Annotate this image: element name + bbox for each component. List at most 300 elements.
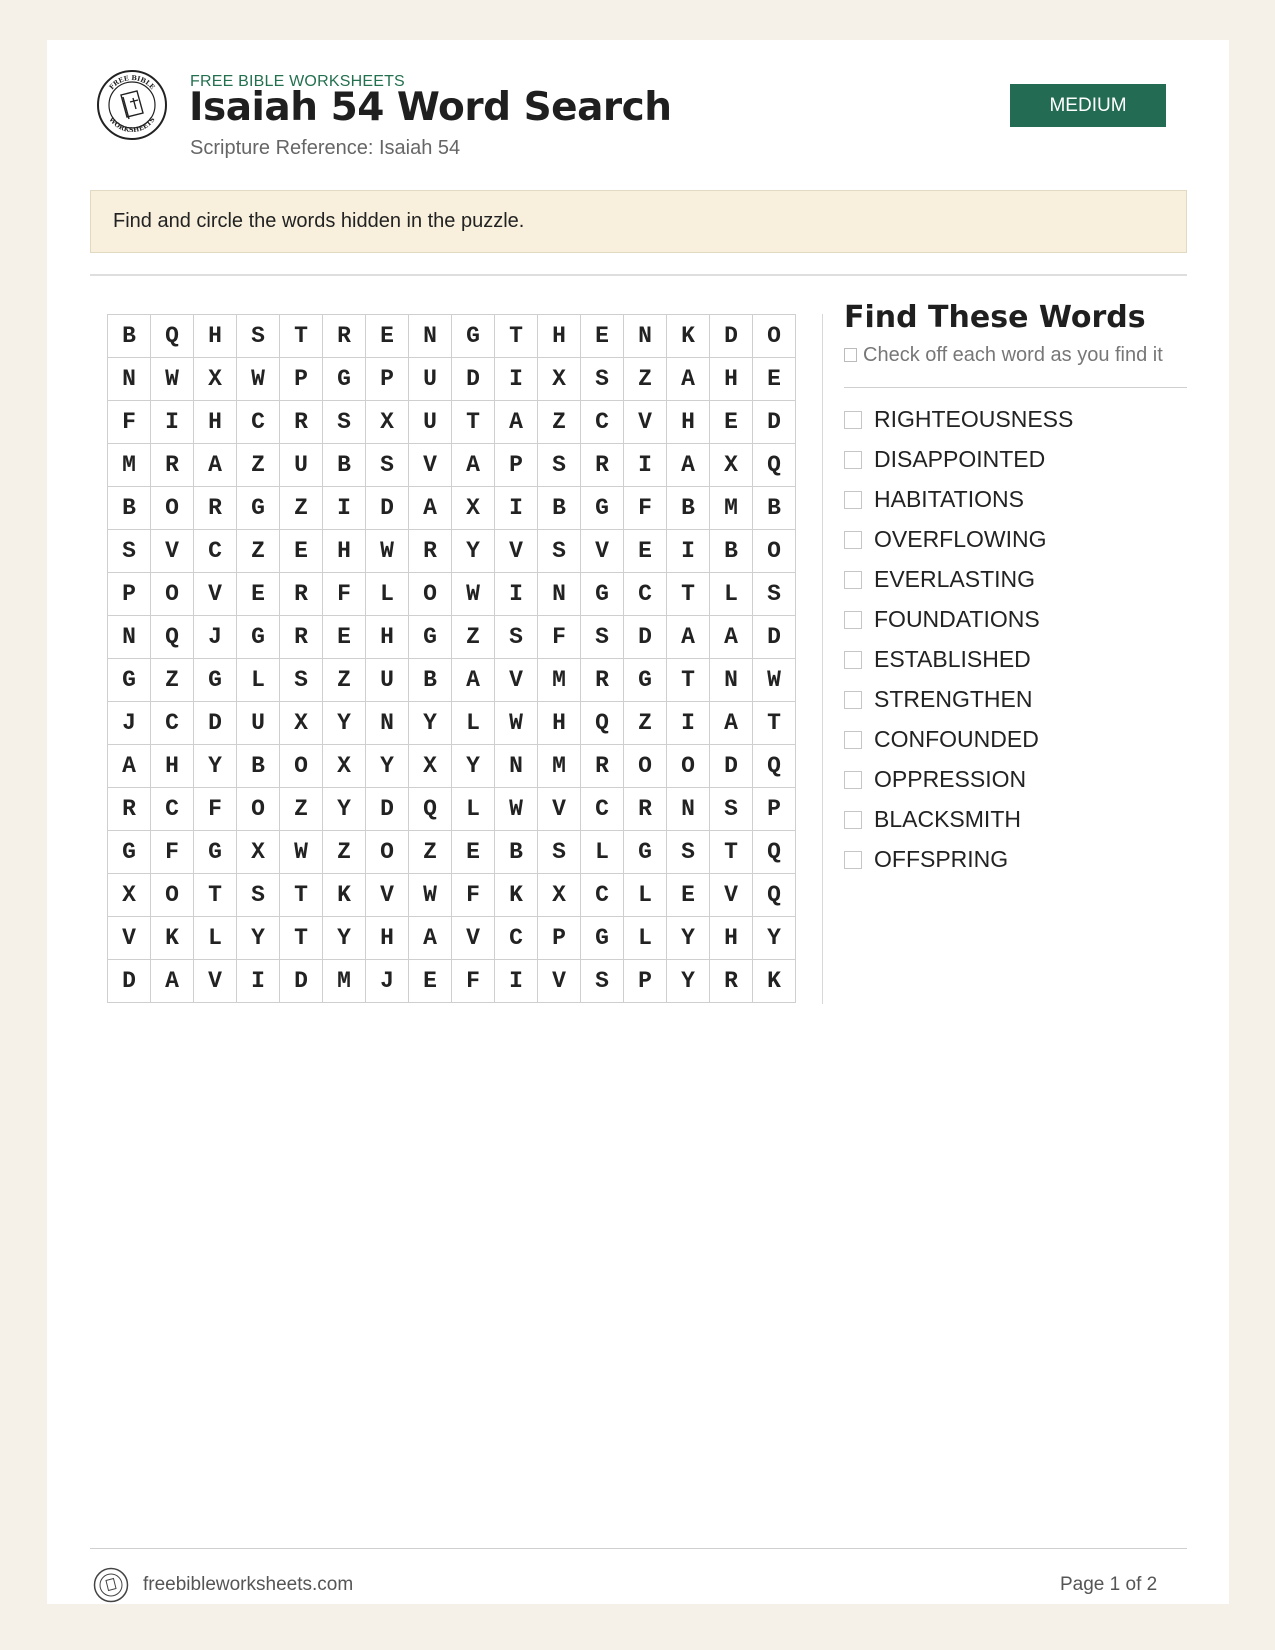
grid-cell[interactable]: E (667, 874, 710, 917)
grid-cell[interactable]: B (323, 444, 366, 487)
grid-cell[interactable]: C (151, 788, 194, 831)
grid-cell[interactable]: B (237, 745, 280, 788)
grid-cell[interactable]: A (710, 616, 753, 659)
word-checkbox[interactable] (844, 451, 862, 469)
grid-cell[interactable]: U (366, 659, 409, 702)
grid-cell[interactable]: C (581, 874, 624, 917)
grid-cell[interactable]: E (237, 573, 280, 616)
grid-cell[interactable]: Q (753, 444, 796, 487)
grid-cell[interactable]: K (151, 917, 194, 960)
grid-cell[interactable]: W (151, 358, 194, 401)
grid-cell[interactable]: A (194, 444, 237, 487)
grid-cell[interactable]: R (108, 788, 151, 831)
grid-cell[interactable]: Y (667, 960, 710, 1003)
grid-cell[interactable]: I (495, 358, 538, 401)
grid-cell[interactable]: P (280, 358, 323, 401)
grid-cell[interactable]: W (452, 573, 495, 616)
grid-cell[interactable]: O (753, 315, 796, 358)
grid-cell[interactable]: C (194, 530, 237, 573)
grid-cell[interactable]: D (753, 616, 796, 659)
grid-cell[interactable]: L (366, 573, 409, 616)
grid-cell[interactable]: D (366, 788, 409, 831)
grid-cell[interactable]: T (710, 831, 753, 874)
footer-website: freebibleworksheets.com (143, 1574, 354, 1595)
grid-cell[interactable]: R (323, 315, 366, 358)
grid-cell[interactable]: G (108, 831, 151, 874)
grid-cell[interactable]: C (237, 401, 280, 444)
grid-cell[interactable]: B (108, 315, 151, 358)
grid-cell[interactable]: Y (667, 917, 710, 960)
grid-cell[interactable]: R (581, 444, 624, 487)
grid-cell[interactable]: A (667, 358, 710, 401)
grid-cell[interactable]: S (280, 659, 323, 702)
grid-cell[interactable]: N (624, 315, 667, 358)
grid-cell[interactable]: E (581, 315, 624, 358)
grid-cell[interactable]: H (710, 917, 753, 960)
grid-cell[interactable]: D (366, 487, 409, 530)
grid-cell[interactable]: Q (581, 702, 624, 745)
grid-cell[interactable]: P (495, 444, 538, 487)
grid-cell[interactable]: B (538, 487, 581, 530)
grid-cell[interactable]: Z (280, 788, 323, 831)
grid-cell[interactable]: X (237, 831, 280, 874)
grid-cell[interactable]: E (280, 530, 323, 573)
word-list-item[interactable] (844, 519, 1073, 559)
grid-cell[interactable]: G (452, 315, 495, 358)
grid-cell[interactable]: B (753, 487, 796, 530)
grid-cell[interactable]: P (624, 960, 667, 1003)
grid-cell[interactable]: H (151, 745, 194, 788)
grid-cell[interactable]: E (753, 358, 796, 401)
grid-cell[interactable]: E (409, 960, 452, 1003)
grid-cell[interactable]: K (323, 874, 366, 917)
word-search-grid[interactable] (107, 314, 796, 1003)
grid-cell[interactable]: H (323, 530, 366, 573)
grid-cell[interactable]: Z (323, 831, 366, 874)
grid-cell[interactable]: R (151, 444, 194, 487)
grid-row (108, 659, 796, 702)
difficulty-badge: MEDIUM (1010, 84, 1166, 127)
grid-cell[interactable]: W (753, 659, 796, 702)
grid-cell[interactable]: R (280, 616, 323, 659)
grid-cell[interactable]: H (710, 358, 753, 401)
grid-cell[interactable]: L (194, 917, 237, 960)
grid-cell[interactable]: I (495, 960, 538, 1003)
grid-cell[interactable]: T (667, 573, 710, 616)
grid-cell[interactable]: S (581, 358, 624, 401)
grid-cell[interactable]: Z (624, 358, 667, 401)
grid-cell[interactable]: D (452, 358, 495, 401)
grid-cell[interactable]: G (108, 659, 151, 702)
grid-cell[interactable]: M (710, 487, 753, 530)
grid-cell[interactable]: G (624, 831, 667, 874)
grid-cell[interactable]: B (108, 487, 151, 530)
grid-cell[interactable]: W (495, 788, 538, 831)
grid-cell[interactable]: B (710, 530, 753, 573)
grid-cell[interactable]: A (452, 444, 495, 487)
grid-cell[interactable]: V (538, 960, 581, 1003)
svg-text:FREE BIBLE: FREE BIBLE (107, 73, 157, 92)
grid-cell[interactable]: B (667, 487, 710, 530)
grid-cell[interactable]: M (108, 444, 151, 487)
grid-cell[interactable]: H (194, 401, 237, 444)
grid-cell[interactable]: F (538, 616, 581, 659)
grid-row (108, 444, 796, 487)
grid-cell[interactable]: T (667, 659, 710, 702)
grid-cell[interactable]: A (151, 960, 194, 1003)
grid-cell[interactable]: T (280, 917, 323, 960)
grid-cell[interactable]: G (624, 659, 667, 702)
grid-cell[interactable]: Z (538, 401, 581, 444)
grid-cell[interactable]: S (366, 444, 409, 487)
word-list-item[interactable] (844, 799, 1073, 839)
grid-cell[interactable]: K (667, 315, 710, 358)
grid-cell[interactable]: V (194, 573, 237, 616)
grid-cell[interactable]: S (237, 874, 280, 917)
grid-cell[interactable]: X (366, 401, 409, 444)
grid-cell[interactable]: N (366, 702, 409, 745)
grid-cell[interactable]: S (237, 315, 280, 358)
grid-cell[interactable]: O (151, 487, 194, 530)
grid-cell[interactable]: V (538, 788, 581, 831)
grid-cell[interactable]: V (108, 917, 151, 960)
grid-cell[interactable]: N (667, 788, 710, 831)
grid-cell[interactable]: L (710, 573, 753, 616)
scripture-reference: Scripture Reference: Isaiah 54 (190, 137, 461, 159)
grid-cell[interactable]: O (624, 745, 667, 788)
word-checkbox[interactable] (844, 851, 862, 869)
grid-cell[interactable]: Y (237, 917, 280, 960)
word-list-item[interactable] (844, 599, 1073, 639)
grid-row (108, 917, 796, 960)
grid-cell[interactable]: A (667, 616, 710, 659)
grid-cell[interactable]: V (495, 530, 538, 573)
instructions-box: Find and circle the words hidden in the puzzle. (90, 190, 1187, 253)
grid-cell[interactable]: Z (237, 530, 280, 573)
grid-cell[interactable]: Z (409, 831, 452, 874)
word-checkbox[interactable] (844, 771, 862, 789)
word-checkbox[interactable] (844, 731, 862, 749)
grid-cell[interactable]: W (237, 358, 280, 401)
grid-cell[interactable]: E (366, 315, 409, 358)
grid-cell[interactable]: Z (452, 616, 495, 659)
grid-cell[interactable]: E (624, 530, 667, 573)
grid-cell[interactable]: X (108, 874, 151, 917)
grid-cell[interactable]: E (323, 616, 366, 659)
grid-cell[interactable]: C (581, 788, 624, 831)
grid-cell[interactable]: R (581, 659, 624, 702)
grid-cell[interactable]: Z (624, 702, 667, 745)
grid-cell[interactable]: V (581, 530, 624, 573)
grid-cell[interactable]: H (366, 917, 409, 960)
word-checkbox[interactable] (844, 411, 862, 429)
grid-cell[interactable]: A (409, 917, 452, 960)
grid-cell[interactable]: V (409, 444, 452, 487)
grid-cell[interactable]: U (280, 444, 323, 487)
grid-cell[interactable]: K (495, 874, 538, 917)
grid-cell[interactable]: T (753, 702, 796, 745)
grid-cell[interactable]: I (151, 401, 194, 444)
grid-cell[interactable]: S (710, 788, 753, 831)
grid-cell[interactable]: R (710, 960, 753, 1003)
grid-cell[interactable]: U (409, 358, 452, 401)
grid-cell[interactable]: A (710, 702, 753, 745)
word-list-item[interactable] (844, 839, 1073, 879)
grid-cell[interactable]: E (452, 831, 495, 874)
grid-cell[interactable]: O (151, 874, 194, 917)
grid-cell[interactable]: P (753, 788, 796, 831)
grid-cell[interactable]: Z (280, 487, 323, 530)
grid-cell[interactable]: L (624, 917, 667, 960)
grid-cell[interactable]: S (753, 573, 796, 616)
word-list-item[interactable] (844, 719, 1073, 759)
grid-cell[interactable]: T (495, 315, 538, 358)
grid-cell[interactable]: R (409, 530, 452, 573)
grid-cell[interactable]: F (194, 788, 237, 831)
grid-cell[interactable]: Q (753, 831, 796, 874)
grid-cell[interactable]: N (710, 659, 753, 702)
grid-cell[interactable]: G (581, 573, 624, 616)
grid-cell[interactable]: D (108, 960, 151, 1003)
grid-cell[interactable]: O (753, 530, 796, 573)
grid-cell[interactable]: L (581, 831, 624, 874)
grid-cell[interactable]: F (624, 487, 667, 530)
grid-cell[interactable]: V (151, 530, 194, 573)
grid-cell[interactable]: X (538, 358, 581, 401)
grid-cell[interactable]: H (194, 315, 237, 358)
grid-cell[interactable]: G (581, 487, 624, 530)
word-label: CONFOUNDED (874, 726, 1039, 752)
word-list-item[interactable] (844, 399, 1073, 439)
grid-cell[interactable]: Y (323, 702, 366, 745)
grid-cell[interactable]: A (495, 401, 538, 444)
grid-cell[interactable]: Q (409, 788, 452, 831)
grid-cell[interactable]: G (194, 659, 237, 702)
grid-cell[interactable]: W (366, 530, 409, 573)
grid-cell[interactable]: N (538, 573, 581, 616)
grid-cell[interactable]: R (581, 745, 624, 788)
grid-cell[interactable]: X (538, 874, 581, 917)
grid-cell[interactable]: O (667, 745, 710, 788)
grid-cell[interactable]: S (538, 530, 581, 573)
grid-cell[interactable]: P (108, 573, 151, 616)
grid-cell[interactable]: X (194, 358, 237, 401)
grid-cell[interactable]: L (452, 788, 495, 831)
grid-cell[interactable]: V (366, 874, 409, 917)
grid-cell[interactable]: W (409, 874, 452, 917)
word-label: FOUNDATIONS (874, 606, 1040, 632)
grid-cell[interactable]: D (280, 960, 323, 1003)
grid-cell[interactable]: R (194, 487, 237, 530)
grid-cell[interactable]: M (323, 960, 366, 1003)
grid-cell[interactable]: B (495, 831, 538, 874)
grid-cell[interactable]: Z (151, 659, 194, 702)
grid-cell[interactable]: G (409, 616, 452, 659)
grid-cell[interactable]: X (409, 745, 452, 788)
grid-cell[interactable]: S (538, 831, 581, 874)
grid-row (108, 573, 796, 616)
grid-cell[interactable]: G (581, 917, 624, 960)
grid-cell[interactable]: L (624, 874, 667, 917)
word-checkbox[interactable] (844, 651, 862, 669)
word-list-item[interactable] (844, 479, 1073, 519)
grid-cell[interactable]: T (194, 874, 237, 917)
grid-cell[interactable]: V (624, 401, 667, 444)
grid-cell[interactable]: O (280, 745, 323, 788)
grid-cell[interactable]: F (452, 874, 495, 917)
grid-cell[interactable]: N (108, 358, 151, 401)
grid-cell[interactable]: T (280, 315, 323, 358)
grid-cell[interactable]: Z (323, 659, 366, 702)
grid-cell[interactable]: N (495, 745, 538, 788)
grid-cell[interactable]: Y (323, 788, 366, 831)
grid-cell[interactable]: Y (194, 745, 237, 788)
grid-cell[interactable]: F (151, 831, 194, 874)
grid-cell[interactable]: T (452, 401, 495, 444)
page-title: Isaiah 54 Word Search (189, 85, 672, 130)
grid-cell[interactable]: B (409, 659, 452, 702)
grid-cell[interactable]: O (409, 573, 452, 616)
grid-cell[interactable]: I (624, 444, 667, 487)
word-list-item[interactable] (844, 559, 1073, 599)
grid-cell[interactable]: J (194, 616, 237, 659)
grid-cell[interactable]: H (538, 702, 581, 745)
word-list-item[interactable] (844, 439, 1073, 479)
word-checkbox[interactable] (844, 691, 862, 709)
grid-cell[interactable]: O (151, 573, 194, 616)
grid-cell[interactable]: U (237, 702, 280, 745)
grid-cell[interactable]: M (538, 659, 581, 702)
grid-cell[interactable]: G (237, 616, 280, 659)
grid-cell[interactable]: N (108, 616, 151, 659)
grid-row (108, 487, 796, 530)
grid-cell[interactable]: P (538, 917, 581, 960)
grid-row (108, 831, 796, 874)
grid-cell[interactable]: C (581, 401, 624, 444)
grid-cell[interactable]: I (237, 960, 280, 1003)
grid-cell[interactable]: A (409, 487, 452, 530)
grid-cell[interactable]: D (194, 702, 237, 745)
grid-cell[interactable]: Y (452, 530, 495, 573)
grid-cell[interactable]: D (710, 315, 753, 358)
grid-cell[interactable]: L (452, 702, 495, 745)
grid-cell[interactable]: Z (237, 444, 280, 487)
grid-cell[interactable]: V (452, 917, 495, 960)
grid-cell[interactable]: N (409, 315, 452, 358)
grid-cell[interactable]: S (581, 616, 624, 659)
grid-cell[interactable]: A (452, 659, 495, 702)
grid-cell[interactable]: D (624, 616, 667, 659)
grid-cell[interactable]: Y (366, 745, 409, 788)
grid-cell[interactable]: Q (753, 745, 796, 788)
grid-cell[interactable]: Q (753, 874, 796, 917)
grid-cell[interactable]: I (323, 487, 366, 530)
grid-cell[interactable]: X (323, 745, 366, 788)
grid-cell[interactable]: H (667, 401, 710, 444)
grid-cell[interactable]: A (667, 444, 710, 487)
grid-cell[interactable]: I (495, 573, 538, 616)
grid-cell[interactable]: F (108, 401, 151, 444)
grid-cell[interactable]: X (280, 702, 323, 745)
grid-cell[interactable]: M (538, 745, 581, 788)
grid-cell[interactable]: H (366, 616, 409, 659)
word-checkbox[interactable] (844, 531, 862, 549)
grid-cell[interactable]: G (194, 831, 237, 874)
grid-cell[interactable]: Y (323, 917, 366, 960)
grid-cell[interactable]: Y (409, 702, 452, 745)
grid-cell[interactable]: R (280, 401, 323, 444)
grid-cell[interactable]: V (194, 960, 237, 1003)
word-checkbox[interactable] (844, 811, 862, 829)
grid-cell[interactable]: Y (753, 917, 796, 960)
grid-cell[interactable]: O (237, 788, 280, 831)
grid-cell[interactable]: R (624, 788, 667, 831)
grid-cell[interactable]: Q (151, 616, 194, 659)
grid-cell[interactable]: O (366, 831, 409, 874)
grid-cell[interactable]: U (409, 401, 452, 444)
grid-cell[interactable]: Y (452, 745, 495, 788)
grid-cell[interactable]: G (237, 487, 280, 530)
grid-row (108, 960, 796, 1003)
grid-cell[interactable]: K (753, 960, 796, 1003)
grid-cell[interactable]: F (323, 573, 366, 616)
grid-cell[interactable]: F (452, 960, 495, 1003)
grid-cell[interactable]: R (280, 573, 323, 616)
grid-cell[interactable]: I (667, 702, 710, 745)
grid-cell[interactable]: T (280, 874, 323, 917)
grid-cell[interactable]: D (710, 745, 753, 788)
word-checkbox[interactable] (844, 611, 862, 629)
grid-cell[interactable]: S (495, 616, 538, 659)
word-checkbox[interactable] (844, 571, 862, 589)
grid-cell[interactable]: E (710, 401, 753, 444)
grid-cell[interactable]: J (366, 960, 409, 1003)
word-list-item[interactable] (844, 639, 1073, 679)
grid-cell[interactable]: C (151, 702, 194, 745)
grid-cell[interactable]: S (538, 444, 581, 487)
grid-cell[interactable]: X (452, 487, 495, 530)
grid-cell[interactable]: C (624, 573, 667, 616)
grid-cell[interactable]: G (323, 358, 366, 401)
grid-cell[interactable]: W (280, 831, 323, 874)
grid-cell[interactable]: V (710, 874, 753, 917)
grid-cell[interactable]: J (108, 702, 151, 745)
grid-cell[interactable]: I (667, 530, 710, 573)
word-label: DISAPPOINTED (874, 446, 1046, 472)
grid-cell[interactable]: S (108, 530, 151, 573)
grid-cell[interactable]: L (237, 659, 280, 702)
grid-cell[interactable]: X (710, 444, 753, 487)
word-list-item[interactable] (844, 759, 1073, 799)
grid-row (108, 745, 796, 788)
grid-cell[interactable]: Q (151, 315, 194, 358)
grid-cell[interactable]: A (108, 745, 151, 788)
grid-cell[interactable]: S (323, 401, 366, 444)
word-label: ESTABLISHED (874, 646, 1031, 672)
grid-cell[interactable]: S (581, 960, 624, 1003)
word-checkbox[interactable] (844, 491, 862, 509)
grid-cell[interactable]: I (495, 487, 538, 530)
grid-cell[interactable]: H (538, 315, 581, 358)
grid-cell[interactable]: S (667, 831, 710, 874)
grid-cell[interactable]: P (366, 358, 409, 401)
grid-cell[interactable]: D (753, 401, 796, 444)
word-list-item[interactable] (844, 679, 1073, 719)
grid-cell[interactable]: W (495, 702, 538, 745)
grid-cell[interactable]: C (495, 917, 538, 960)
word-label: OPPRESSION (874, 766, 1027, 792)
grid-cell[interactable]: V (495, 659, 538, 702)
